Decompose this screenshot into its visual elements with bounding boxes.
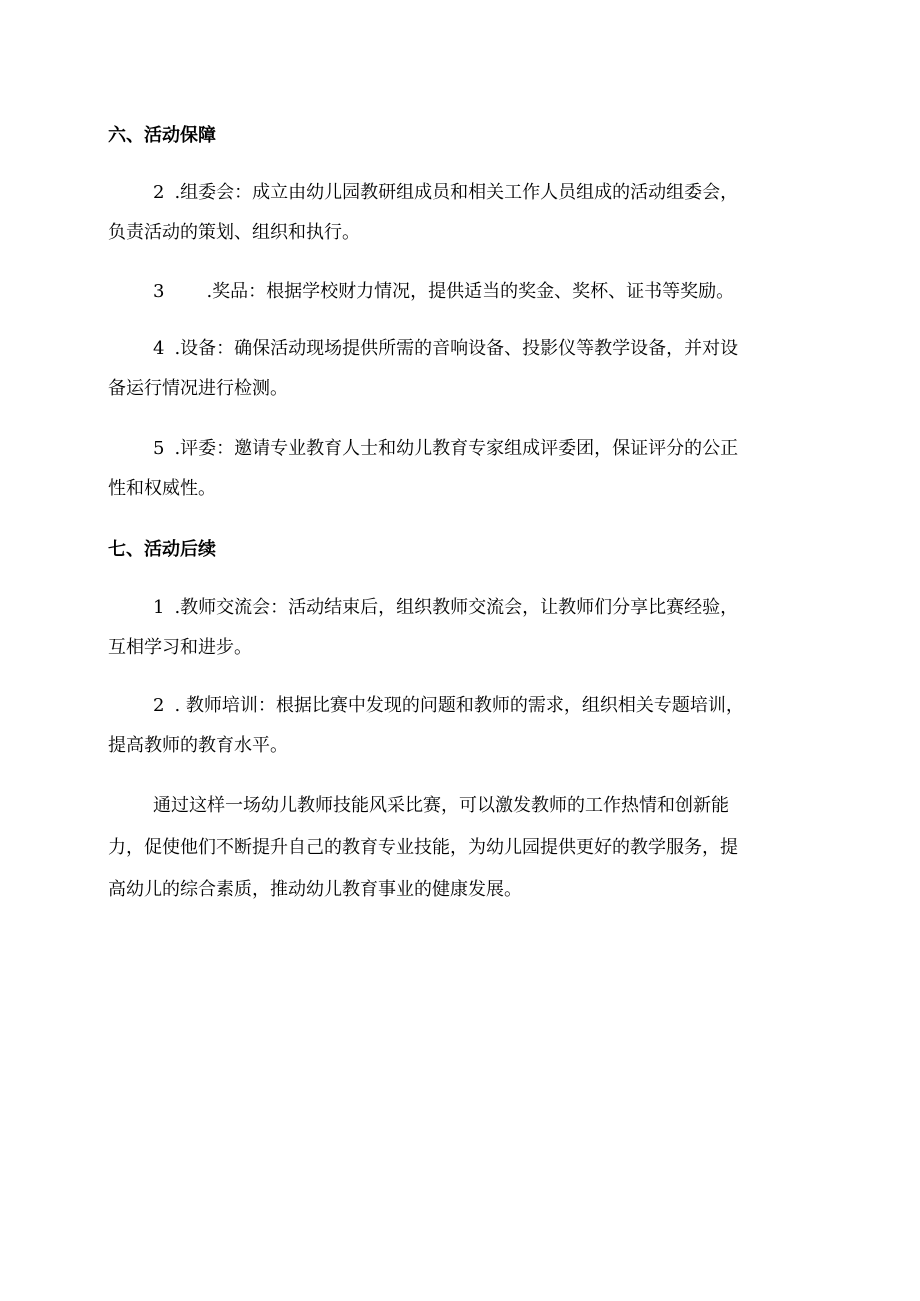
item-text-line: .评委：邀请专业教育人士和幼儿教育专家组成评委团，保证评分的公正	[174, 438, 739, 459]
item-text-line: 互相学习和进步。	[108, 637, 252, 658]
conclusion-line: 高幼儿的综合素质，推动幼儿教育事业的健康发展。	[108, 879, 522, 900]
item-text-line: .教师交流会：活动结束后，组织教师交流会，让教师们分享比赛经验，	[174, 597, 739, 618]
section-heading-6: 六、活动保障	[108, 125, 216, 146]
item-number: 2	[153, 695, 165, 716]
item-text-line: .组委会：成立由幼儿园教研组成员和相关工作人员组成的活动组委会，	[174, 182, 739, 203]
item-text-line: .设备：确保活动现场提供所需的音响设备、投影仪等教学设备，并对设	[174, 338, 739, 359]
item-text-line: 提高教师的教育水平。	[108, 735, 288, 756]
list-item	[108, 686, 805, 766]
list-item	[108, 588, 805, 668]
list-item	[108, 272, 805, 312]
list-item	[108, 329, 805, 409]
item-text-line: . 教师培训：根据比赛中发现的问题和教师的需求，组织相关专题培训，	[174, 695, 744, 716]
item-number: 2	[153, 182, 165, 203]
item-text-line: 备运行情况进行检测。	[108, 378, 288, 399]
conclusion-paragraph	[108, 785, 805, 911]
item-number: 4	[153, 338, 165, 359]
item-text-line: 负责活动的策划、组织和执行。	[108, 222, 360, 243]
item-number: 3	[153, 281, 165, 302]
item-text-line: 性和权威性。	[108, 478, 216, 499]
item-number: 1	[153, 597, 165, 618]
conclusion-line: 力，促使他们不断提升自己的教育专业技能，为幼儿园提供更好的教学服务，提	[108, 837, 738, 858]
list-item	[108, 173, 805, 253]
item-text-line: .奖品：根据学校财力情况，提供适当的奖金、奖杯、证书等奖励。	[206, 281, 735, 302]
list-item	[108, 429, 805, 509]
conclusion-line: 通过这样一场幼儿教师技能风采比赛，可以激发教师的工作热情和创新能	[153, 795, 729, 816]
section-heading-7: 七、活动后续	[108, 539, 216, 560]
item-number: 5	[153, 438, 165, 459]
